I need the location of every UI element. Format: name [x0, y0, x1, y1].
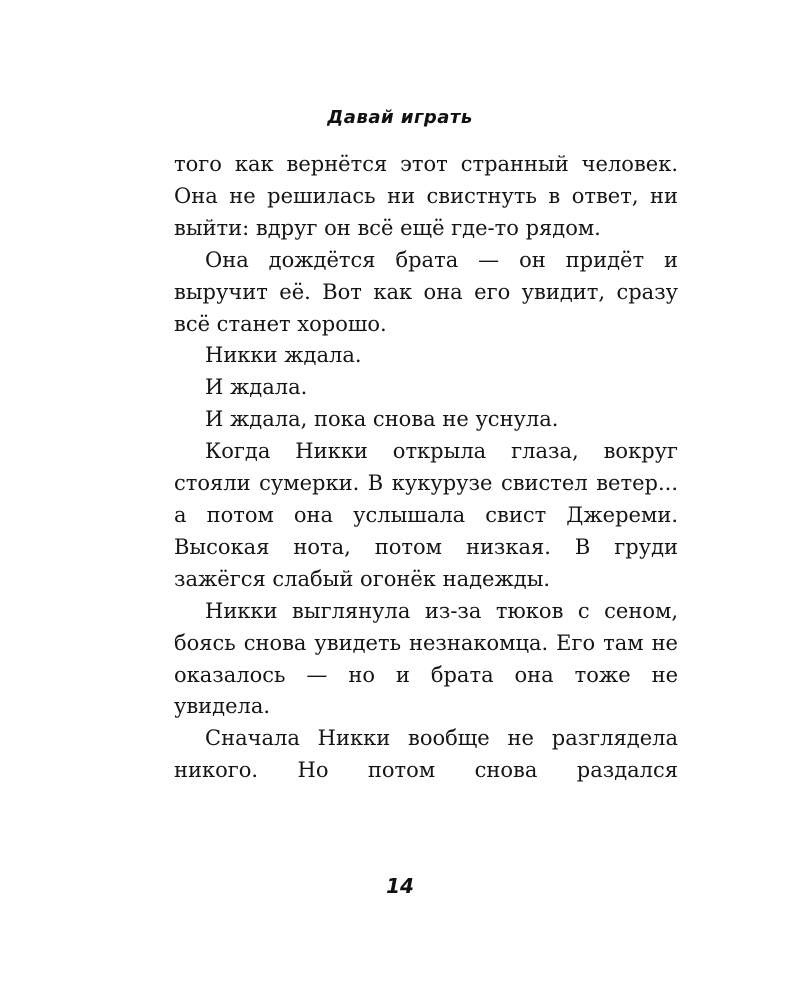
- paragraph: Когда Никки открыла глаза, вокруг стояли сумерки. В кукурузе свистел ветер... а потом она услышала свист Джереми. Высокая нота, потом низкая. В груди зажёгся слабый огонёк надежды.: [174, 439, 678, 591]
- paragraph: И ждала, пока снова не уснула.: [205, 407, 559, 432]
- page-number: 14: [386, 874, 414, 898]
- paragraph: Сначала Никки вообще не разглядела никого. Но потом снова раздался: [174, 726, 678, 783]
- paragraph: Никки выглянула из-за тюков с сеном, боясь снова увидеть незнакомца. Его там не оказалось — но и брата она тоже не увидела.: [174, 598, 678, 719]
- paragraph: того как вернётся этот странный человек. Она не решилась ни свистнуть в ответ, ни выйти: вдруг он всё ещё где-то рядом.: [174, 152, 678, 240]
- paragraph: Никки ждала.: [205, 343, 362, 368]
- running-head: Давай играть: [327, 107, 473, 128]
- paragraph: И ждала.: [205, 375, 308, 400]
- body-text: [174, 149, 678, 787]
- paragraph: Она дождётся брата — он придёт и выручит её. Вот как она его увидит, сразу всё станет хорошо.: [174, 247, 678, 336]
